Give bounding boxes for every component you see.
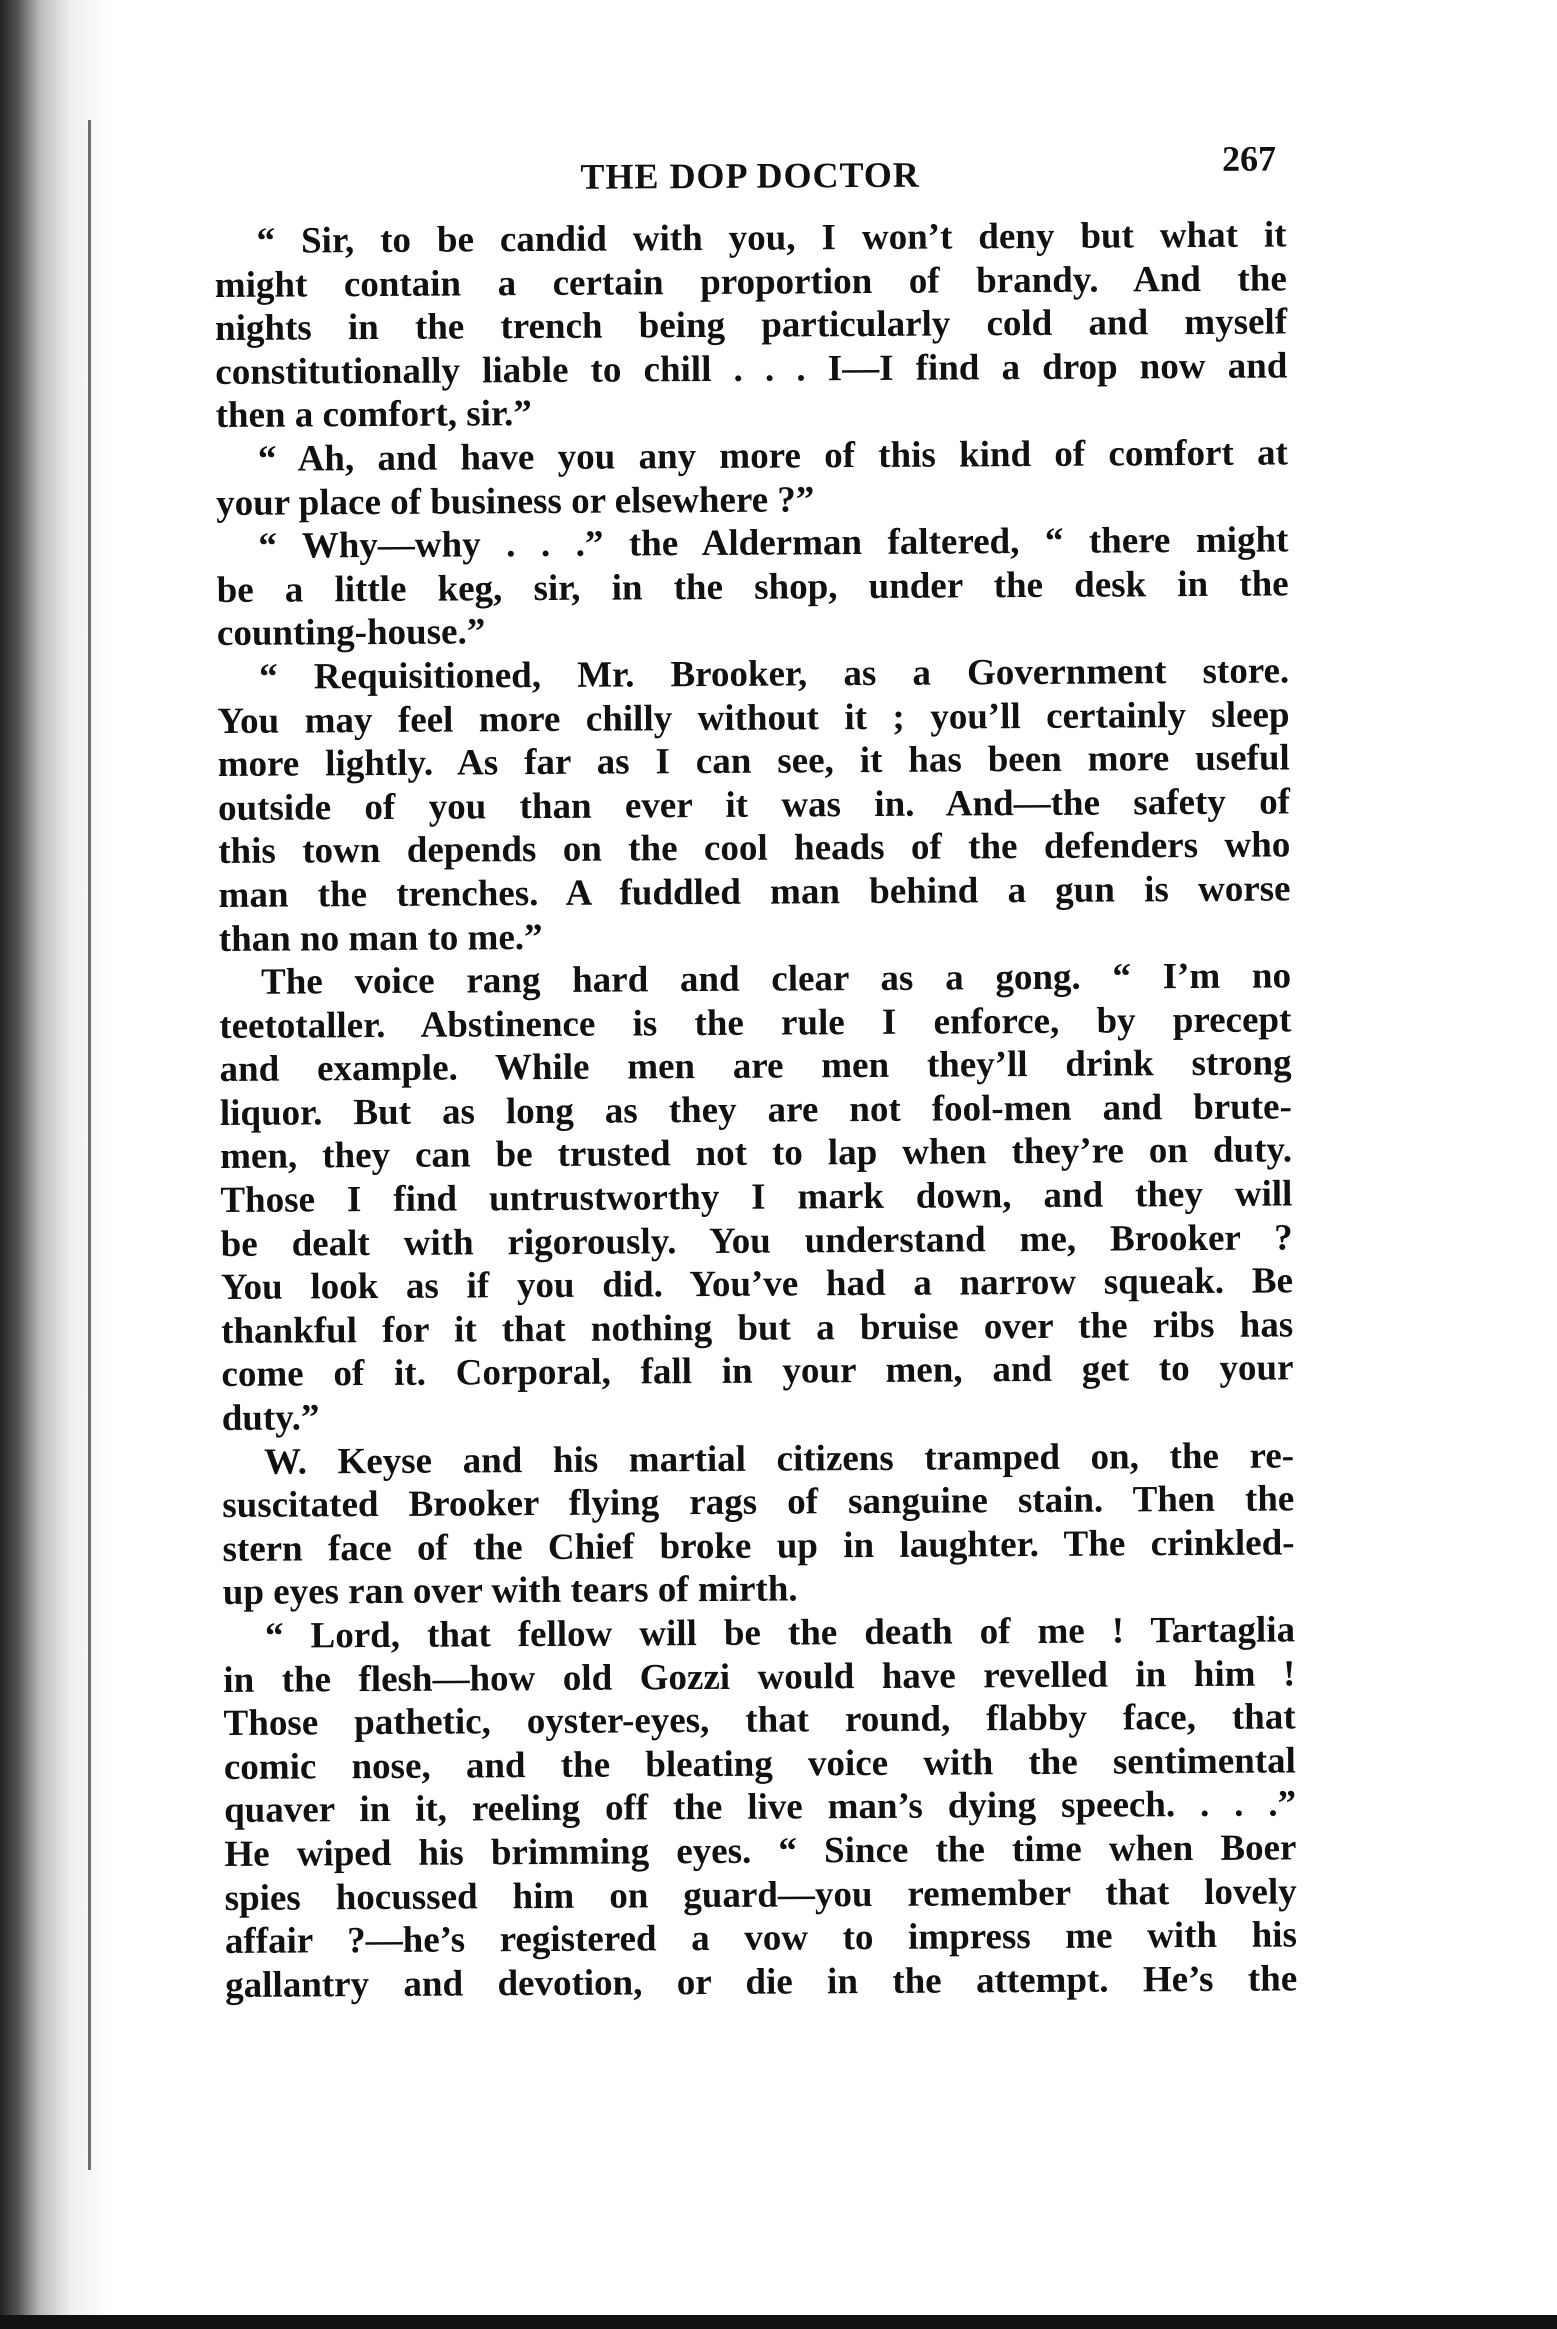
text-line: Those pathetic, oyster-eyes, that round, flabby face, that bbox=[223, 1696, 1296, 1745]
text-line: suscitated Brooker flying rags of sanguine stain. Then the bbox=[222, 1478, 1295, 1527]
text-line: teetotaller. Abstinence is the rule I enforce, by precept bbox=[219, 999, 1292, 1047]
paragraph bbox=[223, 1608, 1297, 2007]
text-line: this town depends on the cool heads of the defenders who bbox=[218, 824, 1291, 873]
text-line: be dealt with rigorously. You understand me, Brooker ? bbox=[220, 1217, 1293, 1265]
text-line: men, they can be trusted not to lap when they’re on duty. bbox=[220, 1129, 1293, 1178]
page-number: 267 bbox=[1221, 138, 1277, 179]
text-line: come of it. Corporal, fall in your men, and get to your bbox=[221, 1347, 1294, 1396]
text-line: You may feel more chilly without it ; you’ll certainly sleep bbox=[217, 693, 1290, 742]
text-line: stern face of the Chief broke up in laughter. The crinkled- bbox=[222, 1522, 1295, 1570]
text-line: in the flesh—how old Gozzi would have revelled in him ! bbox=[223, 1653, 1296, 1701]
book-binding-shadow bbox=[0, 0, 150, 2329]
text-line: your place of business or elsewhere ?” bbox=[216, 478, 815, 524]
paragraph bbox=[219, 955, 1294, 1441]
text-line: up eyes ran over with tears of mirth. bbox=[222, 1568, 798, 1614]
text-line: liquor. But as long as they are not fool-men and brute- bbox=[219, 1086, 1292, 1134]
text-line: “ Lord, that fellow will be the death of me ! Tartaglia bbox=[264, 1609, 1296, 1657]
paragraph bbox=[216, 431, 1289, 525]
text-line: counting-house.” bbox=[216, 611, 486, 655]
scan-edge bbox=[0, 2315, 1557, 2329]
text-line: quaver in it, reeling off the live man’s dying speech. . . .” bbox=[224, 1783, 1297, 1832]
text-line: “ Requisitioned, Mr. Brooker, as a Government store. bbox=[259, 650, 1290, 698]
running-title: THE DOP DOCTOR bbox=[580, 154, 920, 197]
text-line: and example. While men are men they’ll drink strong bbox=[219, 1042, 1292, 1091]
text-line: He wiped his brimming eyes. “ Since the time when Boer bbox=[224, 1827, 1297, 1875]
book-page bbox=[214, 138, 1298, 2007]
text-line: outside of you than ever it was in. And—the safety of bbox=[217, 781, 1291, 829]
text-line: gallantry and devotion, or die in the attempt. He’s the bbox=[225, 1958, 1298, 2006]
text-line: than no man to me.” bbox=[218, 916, 543, 960]
text-line: “ Sir, to be candid with you, I won’t deny but what it bbox=[256, 214, 1287, 262]
text-line: The voice rang hard and clear as a gong. “ I’m no bbox=[260, 955, 1292, 1003]
binding-edge bbox=[88, 120, 91, 2170]
text-line: then a comfort, sir.” bbox=[215, 393, 532, 437]
text-line: man the trenches. A fuddled man behind a gun is worse bbox=[218, 868, 1291, 916]
text-line: comic nose, and the bleating voice with the sentimental bbox=[223, 1740, 1296, 1788]
text-line: thankful for it that nothing but a bruise over the ribs has bbox=[221, 1304, 1294, 1352]
text-line: W. Keyse and his martial citizens tramped on, the re- bbox=[263, 1435, 1295, 1483]
text-line: be a little keg, sir, in the shop, under the desk in the bbox=[216, 563, 1289, 611]
paragraph bbox=[217, 649, 1291, 961]
text-line: spies hocussed him on guard—you remember that lovely bbox=[224, 1870, 1297, 1919]
text-line: “ Ah, and have you any more of this kind of comfort at bbox=[257, 432, 1288, 480]
text-line: Those I find untrustworthy I mark down, and they will bbox=[220, 1173, 1293, 1222]
text-line: constitutionally liable to chill . . . I—I find a drop now and bbox=[215, 345, 1288, 393]
text-line: nights in the trench being particularly cold and myself bbox=[214, 301, 1288, 350]
text-line: duty.” bbox=[221, 1397, 320, 1440]
page-body bbox=[214, 213, 1297, 2007]
paragraph bbox=[222, 1434, 1295, 1615]
text-line: might contain a certain proportion of brandy. And the bbox=[214, 258, 1287, 306]
paragraph bbox=[214, 213, 1287, 438]
text-line: affair ?—he’s registered a vow to impress me with his bbox=[224, 1914, 1298, 1963]
text-line: more lightly. As far as I can see, it has been more useful bbox=[217, 737, 1290, 786]
text-line: “ Why—why . . .” the Alderman faltered, “ there might bbox=[258, 519, 1289, 567]
page-header bbox=[214, 138, 1286, 220]
paragraph bbox=[216, 519, 1289, 656]
text-line: You look as if you did. You’ve had a narrow squeak. Be bbox=[220, 1260, 1294, 1309]
